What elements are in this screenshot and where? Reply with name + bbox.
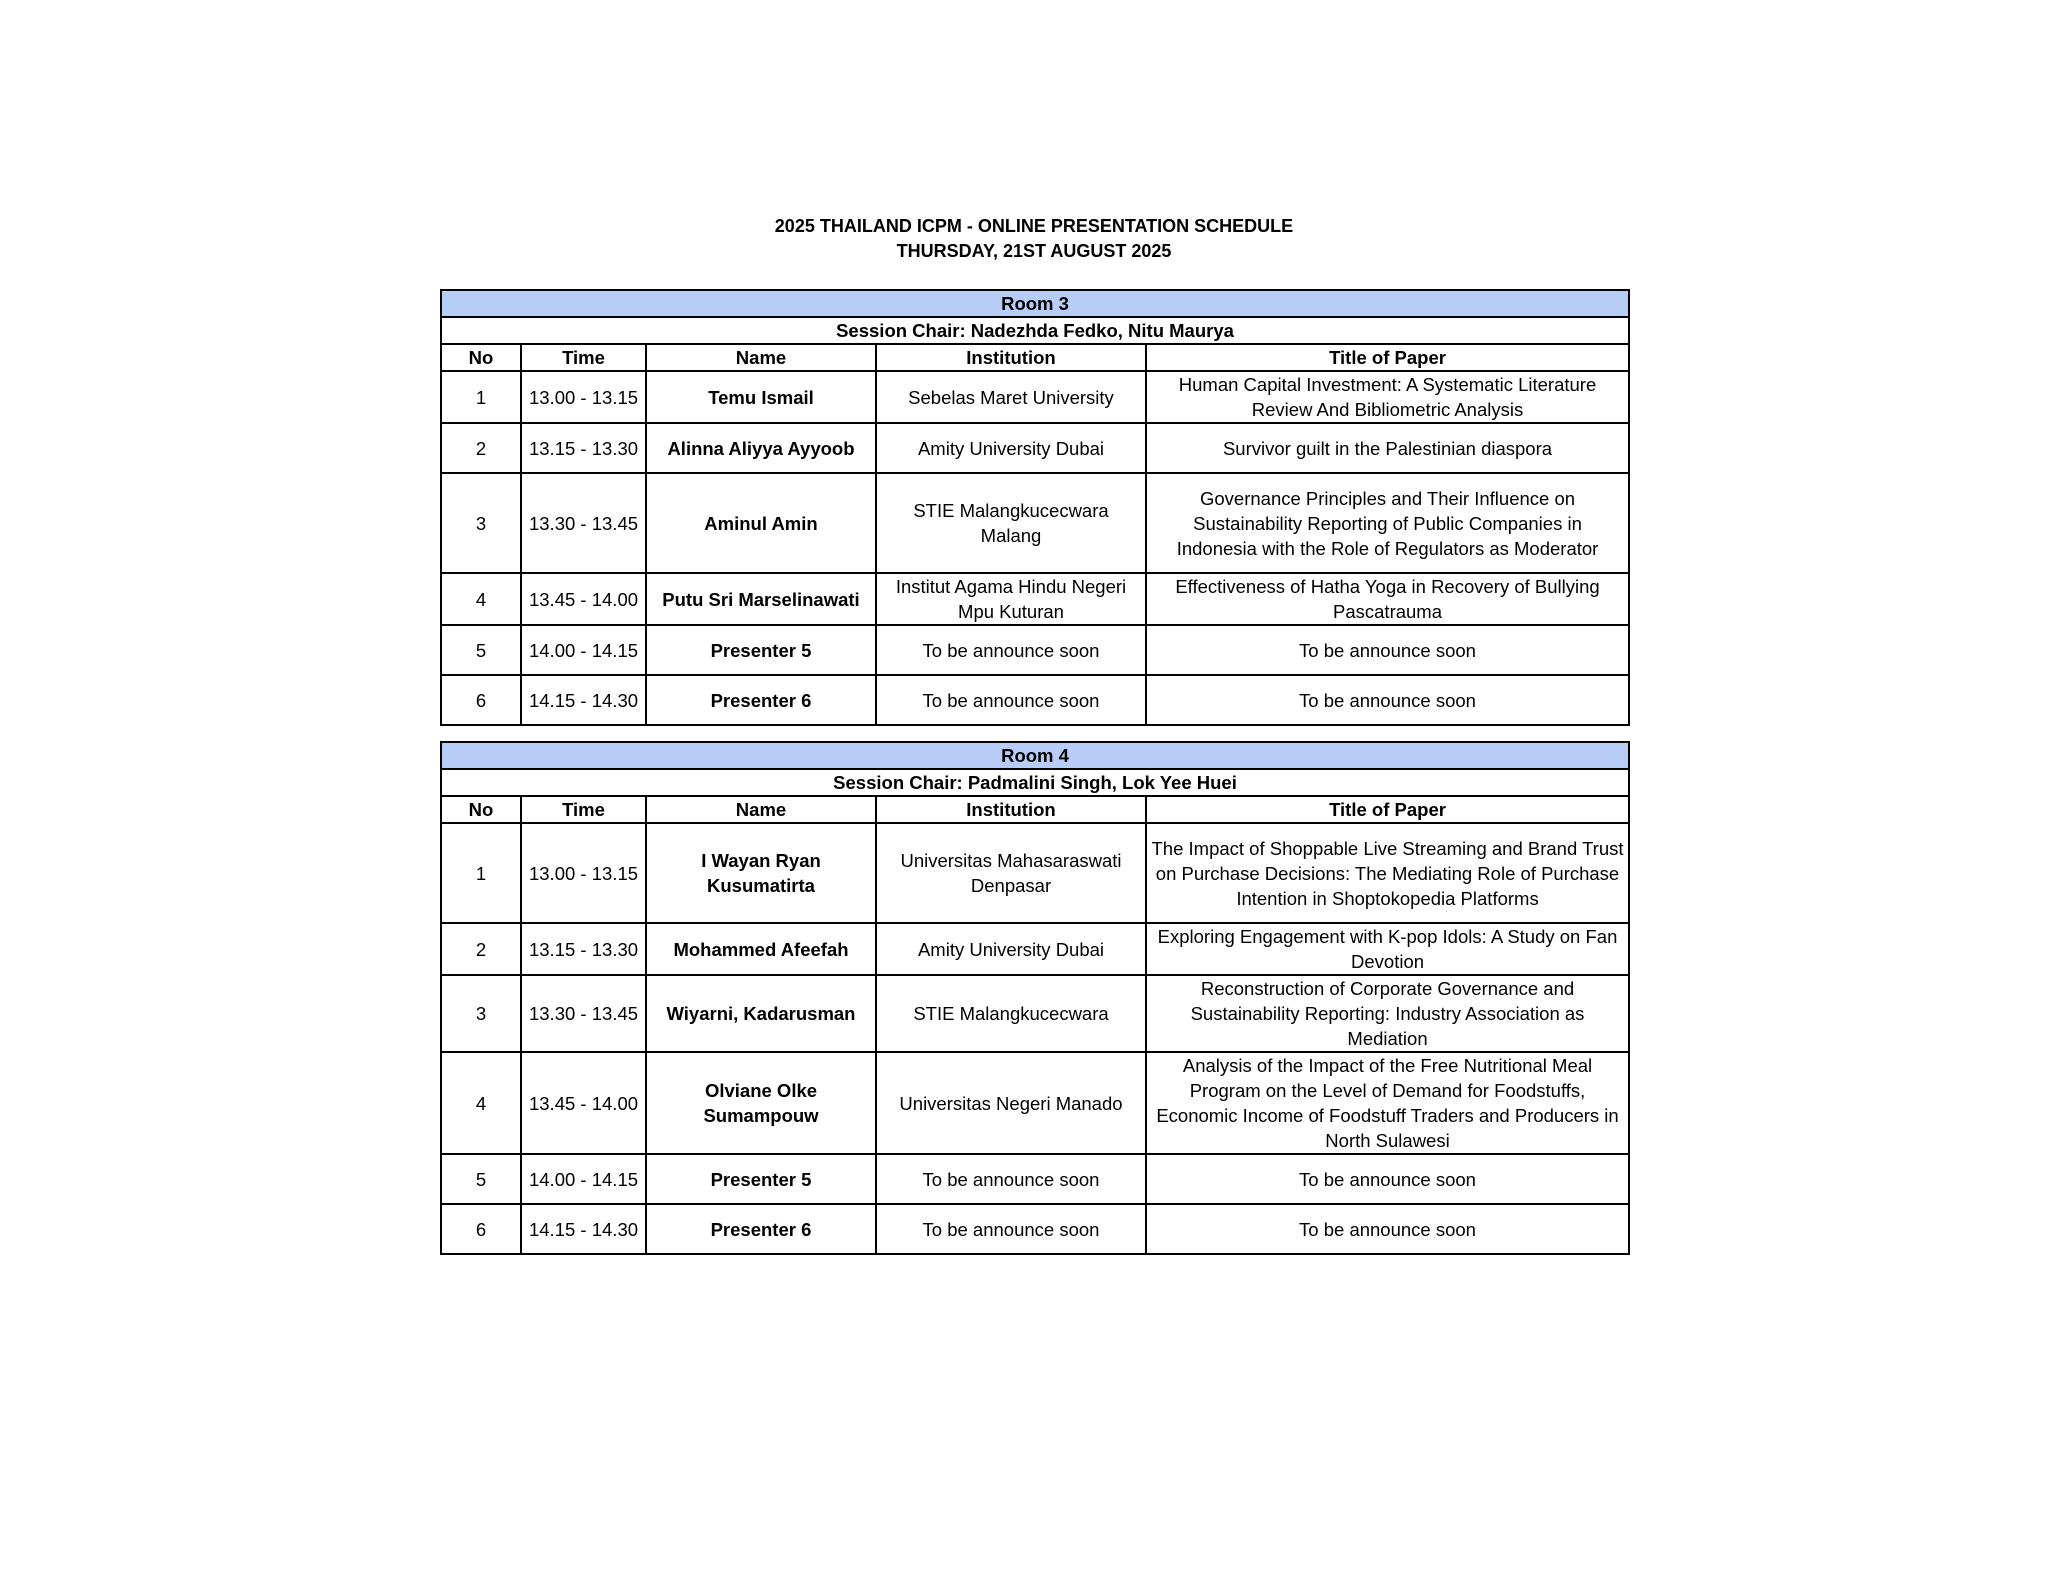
col-header-name: Name bbox=[646, 796, 876, 823]
cell-name: Presenter 6 bbox=[646, 1204, 876, 1254]
cell-time: 14.00 - 14.15 bbox=[521, 625, 646, 675]
table-row bbox=[441, 1154, 1629, 1204]
schedule-title: 2025 THAILAND ICPM - ONLINE PRESENTATION SCHEDULE bbox=[774, 216, 1294, 236]
cell-time: 13.15 - 13.30 bbox=[521, 423, 646, 473]
cell-title: Analysis of the Impact of the Free Nutritional Meal Program on the Level of Demand for Foodstuffs, Economic Income of Foodstuff Traders and Producers in North Sulawesi bbox=[1146, 1052, 1629, 1154]
room-3-table bbox=[440, 289, 1630, 726]
col-header-title: Title of Paper bbox=[1146, 344, 1629, 371]
cell-name: Temu Ismail bbox=[646, 371, 876, 423]
cell-institution: STIE Malangkucecwara Malang bbox=[876, 473, 1146, 573]
cell-no: 4 bbox=[441, 573, 521, 625]
session-chair: Session Chair: Padmalini Singh, Lok Yee Huei bbox=[441, 769, 1629, 796]
cell-time: 13.45 - 14.00 bbox=[521, 573, 646, 625]
table-row bbox=[441, 423, 1629, 473]
cell-institution: Amity University Dubai bbox=[876, 423, 1146, 473]
cell-no: 6 bbox=[441, 675, 521, 725]
col-header-no: No bbox=[441, 344, 521, 371]
cell-name: Wiyarni, Kadarusman bbox=[646, 975, 876, 1052]
col-header-institution: Institution bbox=[876, 796, 1146, 823]
cell-title: Exploring Engagement with K-pop Idols: A Study on Fan Devotion bbox=[1146, 923, 1629, 975]
cell-time: 13.15 - 13.30 bbox=[521, 923, 646, 975]
cell-no: 1 bbox=[441, 823, 521, 923]
cell-time: 14.00 - 14.15 bbox=[521, 1154, 646, 1204]
cell-time: 13.00 - 13.15 bbox=[521, 371, 646, 423]
table-row bbox=[441, 923, 1629, 975]
table-row bbox=[441, 1204, 1629, 1254]
cell-name: Alinna Aliyya Ayyoob bbox=[646, 423, 876, 473]
cell-time: 13.30 - 13.45 bbox=[521, 473, 646, 573]
col-header-title: Title of Paper bbox=[1146, 796, 1629, 823]
col-header-no: No bbox=[441, 796, 521, 823]
cell-title: Effectiveness of Hatha Yoga in Recovery of Bullying Pascatrauma bbox=[1146, 573, 1629, 625]
cell-name: Mohammed Afeefah bbox=[646, 923, 876, 975]
cell-title: To be announce soon bbox=[1146, 1204, 1629, 1254]
cell-institution: Universitas Negeri Manado bbox=[876, 1052, 1146, 1154]
cell-institution: To be announce soon bbox=[876, 1154, 1146, 1204]
cell-institution: Institut Agama Hindu Negeri Mpu Kuturan bbox=[876, 573, 1146, 625]
cell-name: I Wayan Ryan Kusumatirta bbox=[646, 823, 876, 923]
cell-name: Presenter 5 bbox=[646, 1154, 876, 1204]
cell-time: 13.00 - 13.15 bbox=[521, 823, 646, 923]
cell-time: 13.30 - 13.45 bbox=[521, 975, 646, 1052]
cell-no: 4 bbox=[441, 1052, 521, 1154]
cell-title: The Impact of Shoppable Live Streaming and Brand Trust on Purchase Decisions: The Mediating Role of Purchase Intention in Shoptokopedia Platforms bbox=[1146, 823, 1629, 923]
cell-institution: Universitas Mahasaraswati Denpasar bbox=[876, 823, 1146, 923]
col-header-time: Time bbox=[521, 344, 646, 371]
cell-no: 6 bbox=[441, 1204, 521, 1254]
table-row bbox=[441, 1052, 1629, 1154]
cell-title: To be announce soon bbox=[1146, 675, 1629, 725]
cell-name: Presenter 5 bbox=[646, 625, 876, 675]
cell-name: Olviane Olke Sumampouw bbox=[646, 1052, 876, 1154]
cell-time: 13.45 - 14.00 bbox=[521, 1052, 646, 1154]
session-chair: Session Chair: Nadezhda Fedko, Nitu Maurya bbox=[441, 317, 1629, 344]
cell-name: Putu Sri Marselinawati bbox=[646, 573, 876, 625]
cell-name: Aminul Amin bbox=[646, 473, 876, 573]
table-row bbox=[441, 823, 1629, 923]
cell-title: To be announce soon bbox=[1146, 625, 1629, 675]
table-row bbox=[441, 675, 1629, 725]
cell-title: Survivor guilt in the Palestinian diaspora bbox=[1146, 423, 1629, 473]
cell-institution: To be announce soon bbox=[876, 675, 1146, 725]
cell-no: 2 bbox=[441, 423, 521, 473]
schedule-header bbox=[440, 214, 1628, 264]
cell-time: 14.15 - 14.30 bbox=[521, 1204, 646, 1254]
col-header-time: Time bbox=[521, 796, 646, 823]
room-4-table bbox=[440, 741, 1630, 1255]
cell-institution: Sebelas Maret University bbox=[876, 371, 1146, 423]
cell-title: Reconstruction of Corporate Governance and Sustainability Reporting: Industry Association as Mediation bbox=[1146, 975, 1629, 1052]
cell-title: To be announce soon bbox=[1146, 1154, 1629, 1204]
cell-title: Human Capital Investment: A Systematic Literature Review And Bibliometric Analysis bbox=[1146, 371, 1629, 423]
cell-institution: To be announce soon bbox=[876, 625, 1146, 675]
cell-title: Governance Principles and Their Influence on Sustainability Reporting of Public Companies in Indonesia with the Role of Regulators as Moderator bbox=[1146, 473, 1629, 573]
col-header-name: Name bbox=[646, 344, 876, 371]
room-title: Room 3 bbox=[441, 290, 1629, 317]
cell-institution: Amity University Dubai bbox=[876, 923, 1146, 975]
table-row bbox=[441, 473, 1629, 573]
table-row bbox=[441, 371, 1629, 423]
room-title: Room 4 bbox=[441, 742, 1629, 769]
cell-no: 3 bbox=[441, 473, 521, 573]
cell-no: 1 bbox=[441, 371, 521, 423]
cell-no: 3 bbox=[441, 975, 521, 1052]
table-row bbox=[441, 625, 1629, 675]
cell-time: 14.15 - 14.30 bbox=[521, 675, 646, 725]
table-row bbox=[441, 975, 1629, 1052]
schedule-date: THURSDAY, 21ST AUGUST 2025 bbox=[896, 241, 1172, 261]
table-row bbox=[441, 573, 1629, 625]
col-header-institution: Institution bbox=[876, 344, 1146, 371]
cell-no: 5 bbox=[441, 625, 521, 675]
cell-institution: STIE Malangkucecwara bbox=[876, 975, 1146, 1052]
cell-name: Presenter 6 bbox=[646, 675, 876, 725]
cell-institution: To be announce soon bbox=[876, 1204, 1146, 1254]
cell-no: 2 bbox=[441, 923, 521, 975]
cell-no: 5 bbox=[441, 1154, 521, 1204]
